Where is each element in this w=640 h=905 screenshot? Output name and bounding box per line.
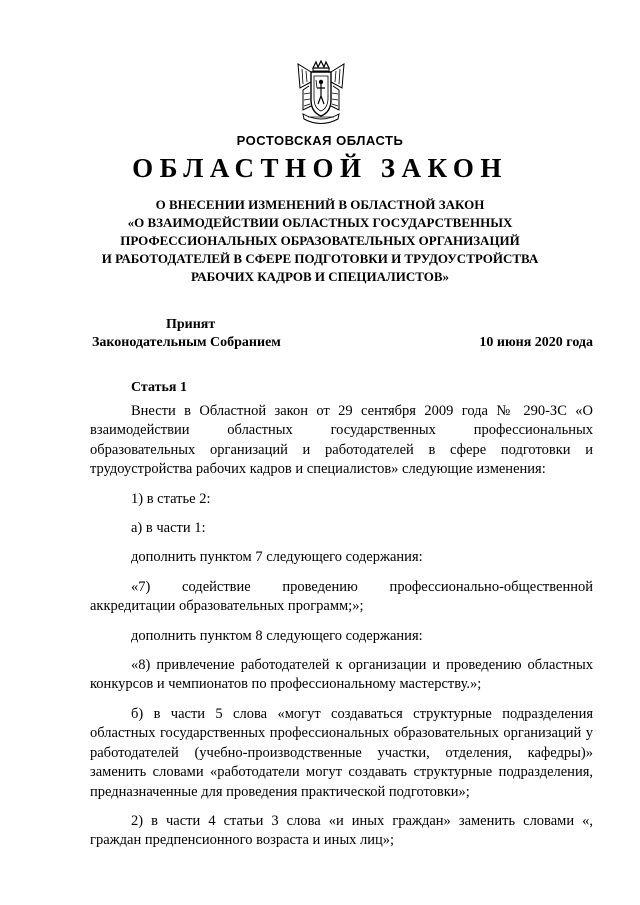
law-subject-line: «О ВЗАИМОДЕЙСТВИИ ОБЛАСТНЫХ ГОСУДАРСТВЕННЫХ: [127, 215, 513, 230]
law-subject-line: И РАБОТОДАТЕЛЕЙ В СФЕРЕ ПОДГОТОВКИ И ТРУДОУСТРОЙСТВА: [101, 251, 539, 266]
article-paragraph: «8) привлечение работодателей к организации и проведению областных конкурсов и чемпионатов по профессиональному мастерству.»;: [90, 657, 593, 693]
adoption-date: 10 июня 2020 года: [479, 335, 593, 350]
article-paragraph: дополнить пунктом 8 следующего содержания:: [131, 627, 423, 644]
article-paragraph: б) в части 5 слова «могут создаваться структурные подразделения областных государственных профессиональных образовательных организаций у работодателей (учебно-производственные участки, отделения, кафедры)» заменить словами «работодатели могут создавать структурные подразделения, предназначенные для проведения практической подготовки»;: [90, 705, 593, 800]
law-title: ОБЛАСТНОЙ ЗАКОН: [132, 153, 508, 183]
article-paragraph: а) в части 1:: [131, 520, 206, 537]
adoption-body: Законодательным Собранием: [92, 335, 281, 350]
article-heading: Статья 1: [131, 380, 187, 395]
law-subject: [60, 196, 580, 286]
law-subject-line: ПРОФЕССИОНАЛЬНЫХ ОБРАЗОВАТЕЛЬНЫХ ОРГАНИЗАЦИЙ: [120, 233, 520, 248]
region-name: РОСТОВСКАЯ ОБЛАСТЬ: [236, 133, 404, 148]
article-paragraph: 2) в части 4 статьи 3 слова «и иных граждан» заменить словами «, граждан предпенсионного возраста и иных лиц»;: [90, 812, 593, 849]
adoption-label: [92, 316, 312, 352]
law-subject-line: О ВНЕСЕНИИ ИЗМЕНЕНИЙ В ОБЛАСТНОЙ ЗАКОН: [155, 197, 485, 212]
adoption-label-line: Принят: [166, 317, 216, 332]
article-paragraph: Внести в Областной закон от 29 сентября 2009 года № 290-ЗС «О взаимодействии областных государственных профессиональных образовательных организаций и работодателей в сфере подготовки и трудоустройства рабочих кадров и специалистов» следующие изменения:: [90, 403, 593, 478]
article-paragraph: дополнить пунктом 7 следующего содержания:: [131, 549, 423, 566]
article-paragraph: 1) в статье 2:: [131, 490, 211, 507]
coat-of-arms-icon: [294, 60, 348, 128]
law-subject-line: РАБОЧИХ КАДРОВ И СПЕЦИАЛИСТОВ»: [190, 269, 450, 284]
article-paragraph: «7) содействие проведению профессионально-общественной аккредитации образовательных программ;»;: [90, 578, 593, 615]
article-body: [90, 402, 593, 861]
